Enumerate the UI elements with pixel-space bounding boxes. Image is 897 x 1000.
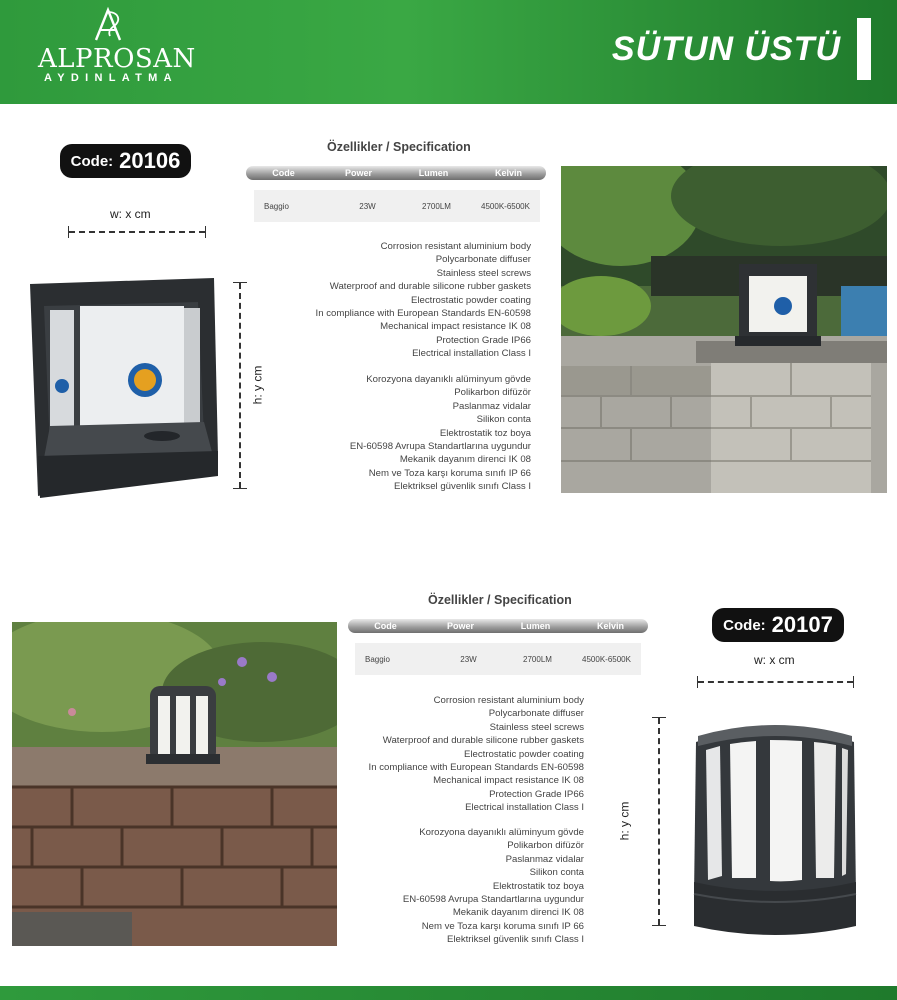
- feature-item: Silikon conta: [476, 414, 531, 426]
- height-dimension-line: [652, 717, 666, 926]
- feature-item: Electrical installation Class I: [412, 348, 531, 360]
- feature-item: Korozyona dayanıklı alüminyum gövde: [419, 827, 584, 838]
- spec-col-code: Code: [374, 621, 397, 631]
- feature-item: Electrostatic powder coating: [464, 748, 584, 760]
- code-value: 20106: [119, 148, 181, 173]
- feature-item: Elektrostatik toz boya: [492, 880, 584, 892]
- spec-cell-kelvin: 4500K-6500K: [582, 654, 631, 664]
- code-label: Code:: [723, 616, 766, 634]
- feature-item: Corrosion resistant aluminium body: [433, 695, 584, 706]
- feature-item: Protection Grade IP66: [436, 334, 531, 346]
- feature-item: Mekanik dayanım direnci IK 08: [399, 454, 531, 466]
- feature-item: Elektriksel güvenlik sınıfı Class I: [446, 934, 584, 946]
- header-accent-bar: [857, 18, 871, 80]
- product-code-badge: [712, 608, 844, 642]
- height-dimension-line: [233, 282, 247, 489]
- brand-tagline: AYDINLATMA: [44, 72, 178, 84]
- feature-item: Mekanik dayanım direnci IK 08: [452, 907, 584, 919]
- spec-col-lumen: Lumen: [520, 621, 551, 631]
- feature-item: Electrical installation Class I: [465, 802, 584, 814]
- feature-item: Korozyona dayanıklı alüminyum gövde: [366, 374, 531, 385]
- spec-cell-kelvin: 4500K-6500K: [481, 201, 530, 211]
- feature-item: Polycarbonate diffuser: [488, 708, 584, 720]
- spec-table-row: [355, 643, 641, 675]
- product-image-20106: [22, 276, 222, 501]
- width-dimension-label: w: x cm: [754, 653, 795, 667]
- spec-table-row: [254, 190, 540, 222]
- feature-item: Paslanmaz vidalar: [452, 400, 531, 412]
- spec-cell-lumen: 2700LM: [422, 201, 451, 211]
- spec-col-code: Code: [272, 168, 295, 178]
- feature-item: EN-60598 Avrupa Standartlarına uygundur: [402, 894, 584, 906]
- width-dimension-line: [697, 676, 854, 688]
- feature-item: Mechanical impact resistance IK 08: [380, 321, 531, 333]
- feature-item: Elektrostatik toz boya: [439, 427, 531, 439]
- product-image-20107: [686, 716, 864, 938]
- spec-col-kelvin: Kelvin: [494, 168, 522, 178]
- page-title: SÜTUN ÜSTÜ: [611, 30, 841, 68]
- features-tr-list: [403, 826, 584, 947]
- feature-item: Waterproof and durable silicone rubber gaskets: [382, 735, 584, 747]
- feature-item: Polycarbonate diffuser: [435, 254, 531, 266]
- spec-table-header: [348, 619, 648, 633]
- features-en-list: [369, 694, 584, 815]
- feature-item: Paslanmaz vidalar: [505, 853, 584, 865]
- page-footer: [0, 986, 897, 1000]
- page-header: [0, 0, 897, 104]
- spec-col-kelvin: Kelvin: [596, 621, 624, 631]
- feature-item: Electrostatic powder coating: [411, 294, 531, 306]
- feature-item: In compliance with European Standards EN-60598: [315, 308, 531, 320]
- height-dimension-label: h: y cm: [617, 801, 632, 841]
- brand-name: ALPROSAN: [38, 44, 196, 74]
- feature-item: In compliance with European Standards EN-60598: [368, 762, 584, 774]
- feature-item: Stainless steel screws: [489, 721, 584, 733]
- code-label: Code:: [70, 152, 114, 170]
- code-value: 20107: [771, 612, 833, 637]
- width-dimension-label: w: x cm: [110, 207, 151, 221]
- spec-title: Özellikler / Specification: [327, 140, 471, 154]
- brand-logo-icon: [88, 6, 128, 46]
- features-tr-list: [350, 373, 531, 494]
- feature-item: Nem ve Toza karşı koruma sınıfı IP 66: [368, 467, 531, 479]
- spec-cell-lumen: 2700LM: [523, 654, 552, 664]
- spec-title: Özellikler / Specification: [428, 593, 572, 607]
- feature-item: Corrosion resistant aluminium body: [380, 241, 531, 252]
- feature-item: Stainless steel screws: [436, 267, 531, 279]
- feature-item: Mechanical impact resistance IK 08: [433, 775, 584, 787]
- spec-cell-power: 23W: [460, 654, 477, 664]
- spec-cell-code: Baggio: [365, 654, 390, 664]
- feature-item: Polikarbon difüzör: [454, 387, 531, 399]
- width-dimension-line: [68, 226, 206, 238]
- spec-col-power: Power: [344, 168, 372, 178]
- spec-cell-power: 23W: [359, 201, 376, 211]
- feature-item: Polikarbon difüzör: [507, 840, 584, 852]
- spec-cell-code: Baggio: [264, 201, 289, 211]
- spec-col-lumen: Lumen: [418, 168, 449, 178]
- height-dimension-label: h: y cm: [250, 365, 265, 405]
- spec-table-header: [246, 166, 546, 180]
- feature-item: EN-60598 Avrupa Standartlarına uygundur: [349, 441, 531, 453]
- spec-col-power: Power: [446, 621, 474, 631]
- product-photo-20107: [12, 622, 337, 946]
- feature-item: Protection Grade IP66: [489, 788, 584, 800]
- product-photo-20106: [561, 166, 887, 493]
- feature-item: Silikon conta: [529, 867, 584, 879]
- feature-item: Waterproof and durable silicone rubber gaskets: [329, 281, 531, 293]
- feature-item: Elektriksel güvenlik sınıfı Class I: [393, 481, 531, 493]
- feature-item: Nem ve Toza karşı koruma sınıfı IP 66: [421, 920, 584, 932]
- features-en-list: [316, 240, 531, 361]
- product-code-badge: [60, 144, 191, 178]
